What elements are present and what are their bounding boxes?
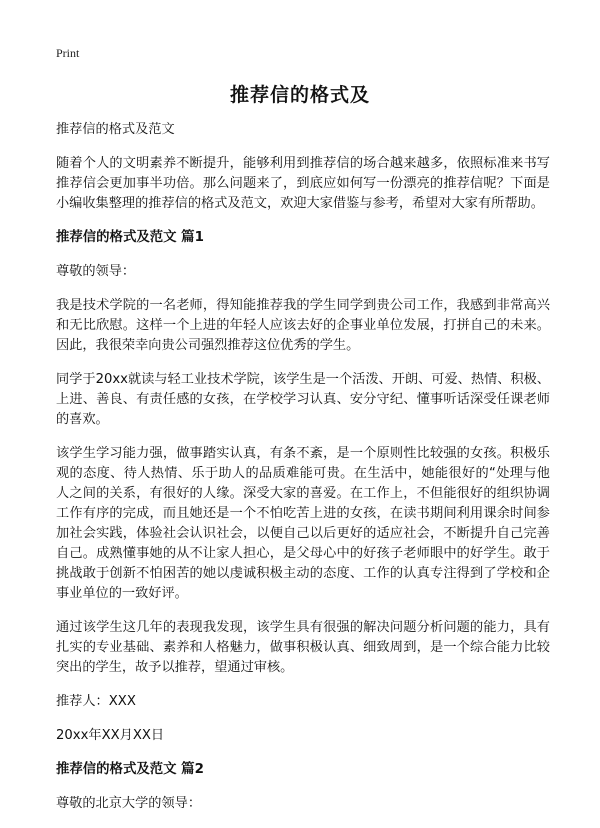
section-heading-1: 推荐信的格式及范文 篇1 bbox=[56, 230, 204, 245]
intro-paragraph: 随着个人的文明素养不断提升，能够利用到推荐信的场合越来越多，依照标准来书写推荐信会更加事半功倍。那么问题来了，到底应如何写一份漂亮的推荐信呢？下面是小编收集整理的推荐信的格式及范文，欢迎大家借鉴与参考，希望对大家有所帮助。 bbox=[56, 156, 550, 211]
document-title: 推荐信的格式及 bbox=[229, 84, 370, 106]
recommender-line: 推荐人：XXX bbox=[56, 694, 136, 709]
body-paragraph: 同学于20xx就读与轻工业技术学院，该学生是一个活泼、开朗、可爱、热情、积极、上进、善良、有责任感的女孩，在学校学习认真、安分守纪、懂事听话深受任课老师的喜欢。 bbox=[56, 372, 550, 427]
salutation-2: 尊敬的北京大学的领导： bbox=[56, 796, 202, 811]
body-paragraph: 该学生学习能力强，做事踏实认真，有条不紊，是一个原则性比较强的女孩。积极乐观的态度、待人热情、乐于助人的品质难能可贵。在生活中，她能很好的“处理与他人之间的关系，有很好的人缘。深受大家的喜爱。在工作上，不但能很好的组织协调工作有序的完成，而且她还是一个不怕吃苦上进的女孩，在读书期间利用课余时间参加社会实践，体验社会认识社会，以便自己以后更好的适应社会，不断提升自己完善自己。成熟懂事她的从不让家人担心，是父母心中的好孩子老师眼中的好学生。敢于挑战敢于创新不怕困苦的她以虔诚积极主动的态度、工作的认真专注得到了学校和企事业单位的一致好评。 bbox=[56, 446, 550, 601]
body-paragraph: 通过该学生这几年的表现我发现，该学生具有很强的解决问题分析问题的能力，具有扎实的专业基础、素养和人格魅力，做事积极认真、细致周到，是一个综合能力比较突出的学生，故予以推荐，望通过审核。 bbox=[56, 620, 550, 675]
print-label[interactable]: Print bbox=[56, 46, 80, 60]
salutation-1: 尊敬的领导： bbox=[56, 264, 136, 279]
date-line: 20xx年XX月XX日 bbox=[56, 728, 165, 743]
document-body bbox=[56, 120, 550, 828]
body-paragraph: 我是技术学院的一名老师，得知能推荐我的学生同学到贵公司工作，我感到非常高兴和无比欣慰。这样一个上进的年轻人应该去好的企事业单位发展，打拼自己的未来。因此，我很荣幸向贵公司强烈推荐这位优秀的学生。 bbox=[56, 298, 550, 353]
document-subtitle: 推荐信的格式及范文 bbox=[56, 122, 175, 137]
section-heading-2: 推荐信的格式及范文 篇2 bbox=[56, 762, 204, 777]
